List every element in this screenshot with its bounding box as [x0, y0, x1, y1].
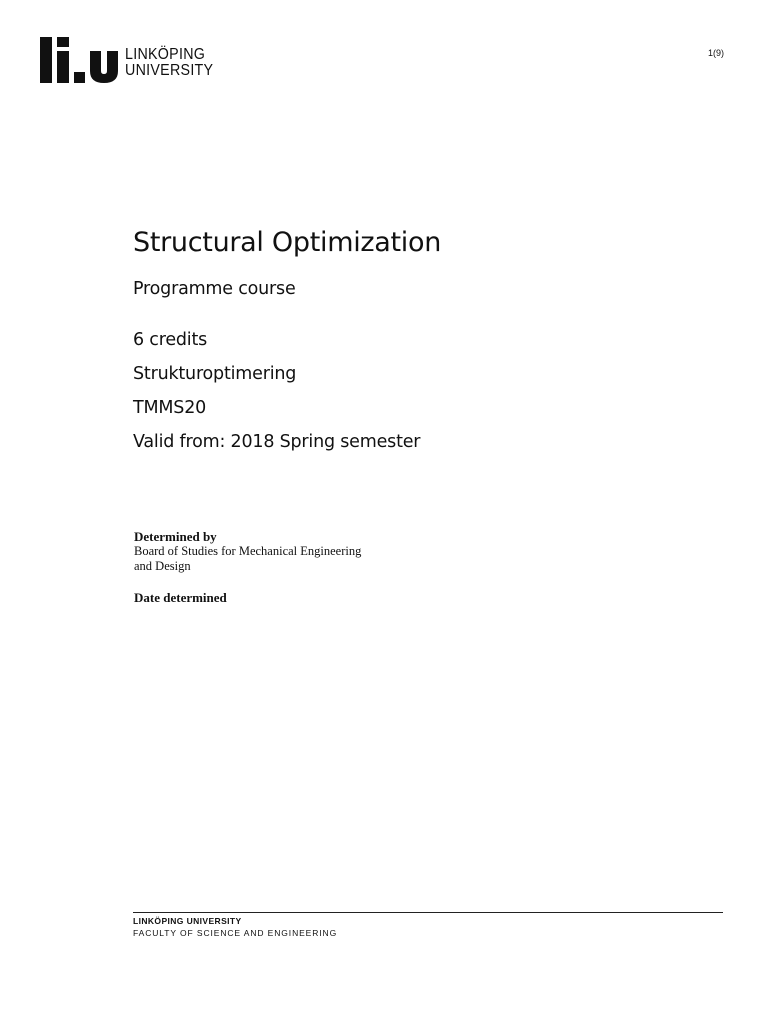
course-title: Structural Optimization [133, 227, 442, 258]
logo-text-line1: LINKÖPING [125, 46, 206, 63]
logo-text-line2: UNIVERSITY [125, 62, 214, 79]
determined-by-line2: and Design [134, 559, 191, 573]
determined-by-line1: Board of Studies for Mechanical Engineering [134, 544, 362, 558]
logo-wordmark [125, 47, 213, 79]
determined-by-label: Determined by [134, 529, 217, 544]
course-meta [133, 323, 693, 459]
course-type: Programme course [133, 279, 296, 299]
course-code: TMMS20 [133, 398, 207, 418]
course-header [133, 224, 693, 459]
course-valid-from: Valid from: 2018 Spring semester [133, 432, 421, 452]
determination-section [134, 529, 534, 605]
footer-university: LINKÖPING UNIVERSITY [133, 916, 242, 926]
page-footer [133, 912, 723, 940]
page-number: 1(9) [707, 48, 724, 58]
liu-logo-mark [40, 37, 122, 85]
course-swedish-name: Strukturoptimering [133, 364, 297, 384]
university-logo [40, 37, 240, 85]
footer-faculty: FACULTY OF SCIENCE AND ENGINEERING [133, 928, 338, 938]
course-credits: 6 credits [133, 330, 208, 350]
date-determined-label: Date determined [134, 590, 227, 605]
footer-divider [133, 912, 723, 913]
